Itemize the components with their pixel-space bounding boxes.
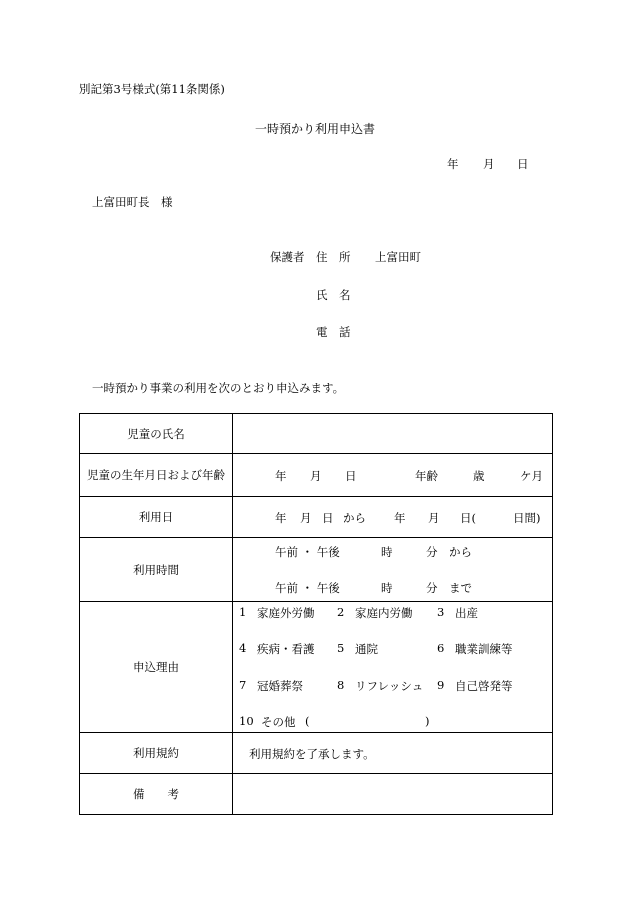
reason-num: 3 — [437, 605, 445, 619]
remarks-field[interactable] — [233, 774, 553, 815]
end-hour-unit: 時 — [381, 581, 393, 595]
birth-field[interactable] — [233, 454, 553, 497]
end-until: まで — [449, 581, 472, 595]
phone-label: 電 話 — [316, 325, 351, 339]
other-paren-open: ( — [305, 714, 310, 728]
birth-label: 児童の生年月日および年齢 — [80, 454, 233, 497]
usage-from: から — [343, 511, 366, 525]
row-birth — [80, 454, 553, 497]
age-unit: 歳 — [473, 469, 485, 483]
reason-label: 申込理由 — [80, 602, 233, 733]
reason-field — [233, 602, 553, 733]
reason-num: 7 — [239, 678, 247, 692]
reason-option[interactable]: リフレッシュ — [355, 679, 424, 693]
other-paren-close: ) — [425, 714, 430, 728]
reason-option[interactable]: 出産 — [455, 606, 478, 620]
row-usage-time — [80, 538, 553, 602]
usage-year-unit: 年 — [275, 511, 287, 525]
usage-time-field[interactable] — [233, 538, 553, 602]
age-label: 年齢 — [415, 469, 438, 483]
months-unit: ケ月 — [520, 469, 543, 483]
reason-option[interactable]: 疾病・看護 — [257, 642, 315, 656]
application-table — [79, 413, 553, 815]
remarks-label: 備 考 — [80, 774, 233, 815]
intro-text: 一時預かり事業の利用を次のとおり申込みます。 — [92, 381, 345, 395]
row-terms — [80, 733, 553, 774]
reason-option[interactable]: 家庭外労働 — [257, 606, 315, 620]
reason-num: 5 — [337, 641, 345, 655]
guardian-label: 保護者 — [270, 250, 305, 264]
end-ampm: 午前 ・ 午後 — [275, 581, 340, 595]
form-id: 別記第3号様式(第11条関係) — [79, 82, 225, 96]
terms-field[interactable] — [233, 733, 553, 774]
address-label: 住 所 — [316, 250, 351, 264]
usage-year2-unit: 年 — [394, 511, 406, 525]
start-minute-unit: 分 — [426, 545, 438, 559]
terms-label: 利用規約 — [80, 733, 233, 774]
usage-month2-unit: 月 — [428, 511, 440, 525]
reason-option-other[interactable]: その他 — [261, 715, 296, 729]
start-hour-unit: 時 — [381, 545, 393, 559]
row-reason — [80, 602, 553, 733]
reason-num: 8 — [337, 678, 345, 692]
reason-option[interactable]: 冠婚葬祭 — [257, 679, 303, 693]
addressee: 上富田町長 様 — [92, 195, 173, 209]
child-name-label: 児童の氏名 — [80, 414, 233, 454]
reason-num: 6 — [437, 641, 445, 655]
usage-date-field[interactable] — [233, 497, 553, 538]
date-day-unit: 日 — [517, 157, 529, 171]
reason-option[interactable]: 職業訓練等 — [455, 642, 513, 656]
terms-text: 利用規約を了承します。 — [249, 747, 375, 761]
usage-month-unit: 月 — [300, 511, 312, 525]
usage-time-label: 利用時間 — [80, 538, 233, 602]
child-name-field[interactable] — [233, 414, 553, 454]
reason-num: 9 — [437, 678, 445, 692]
usage-date-label: 利用日 — [80, 497, 233, 538]
start-ampm: 午前 ・ 午後 — [275, 545, 340, 559]
usage-day2-unit: 日( — [460, 511, 476, 525]
end-minute-unit: 分 — [426, 581, 438, 595]
page-title: 一時預かり利用申込書 — [254, 122, 375, 136]
usage-days-unit: 日間) — [513, 511, 541, 525]
birth-month-unit: 月 — [310, 469, 322, 483]
date-month-unit: 月 — [483, 157, 495, 171]
start-from: から — [449, 545, 472, 559]
reason-option[interactable]: 自己啓発等 — [455, 679, 513, 693]
row-usage-date — [80, 497, 553, 538]
usage-day-unit: 日 — [322, 511, 334, 525]
date-year-unit: 年 — [447, 157, 459, 171]
row-remarks — [80, 774, 553, 815]
reason-num: 10 — [239, 714, 254, 728]
birth-year-unit: 年 — [275, 469, 287, 483]
reason-num: 1 — [239, 605, 247, 619]
reason-num: 4 — [239, 641, 247, 655]
row-child-name — [80, 414, 553, 454]
name-label: 氏 名 — [316, 288, 351, 302]
address-value: 上富田町 — [375, 250, 421, 264]
reason-num: 2 — [337, 605, 345, 619]
reason-option[interactable]: 家庭内労働 — [355, 606, 413, 620]
birth-day-unit: 日 — [345, 469, 357, 483]
reason-option[interactable]: 通院 — [355, 642, 378, 656]
